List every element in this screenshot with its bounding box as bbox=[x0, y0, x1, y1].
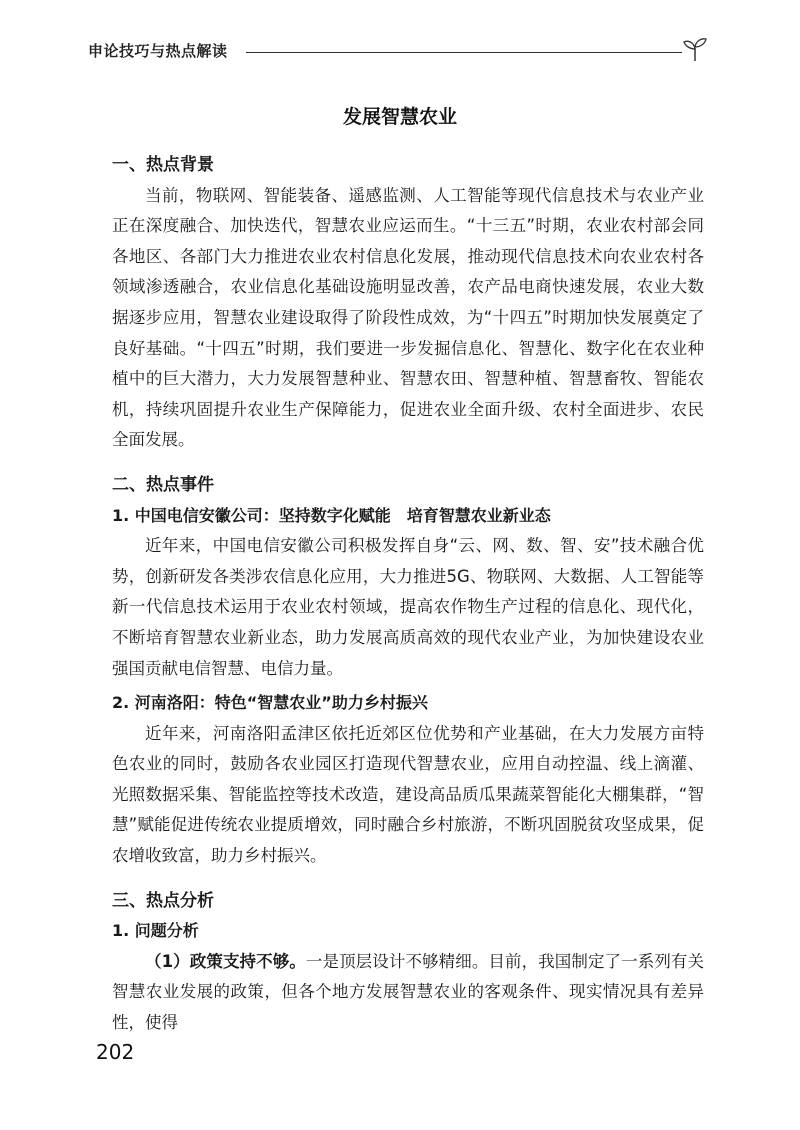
analysis-sub1-title: 1. 问题分析 bbox=[112, 921, 199, 941]
article-body bbox=[112, 150, 704, 1039]
analysis-item1 bbox=[112, 947, 704, 1039]
event1-paragraph: 近年来，中国电信安徽公司积极发挥自身“云、网、数、智、安”技术融合优势，创新研发各类涉农信息化应用，大力推进5G、物联网、大数据、人工智能等新一代信息技术运用于农业农村领域，提高农作物生产过程的信息化、现代化，不断培育智慧农业新业态，助力发展高质高效的现代农业产业，为加快建设农业强国贡献电信智慧、电信力量。 bbox=[112, 536, 704, 678]
event1-title: 1. 中国电信安徽公司：坚持数字化赋能 培育智慧农业新业态 bbox=[112, 505, 551, 525]
analysis-item1-lead: （1）政策支持不够。 bbox=[145, 951, 306, 971]
analysis-item1-text: 一是顶层设计不够精细。目前，我国制定了一系列有关智慧农业发展的政策，但各个地方发展智慧农业的客观条件、现实情况具有差异性，使得 bbox=[112, 951, 705, 1033]
section-heading-analysis: 三、热点分析 bbox=[112, 890, 214, 911]
background-paragraph: 当前，物联网、智能装备、遥感监测、人工智能等现代信息技术与农业产业正在深度融合、加快迭代，智慧农业应运而生。“十三五”时期，农业农村部会同各地区、各部门大力推进农业农村信息化发展，推动现代信息技术向农业农村各领域渗透融合，农业信息化基础设施明显改善，农产品电商快速发展，农业大数据逐步应用，智慧农业建设取得了阶段性成效，为“十四五”时期加快发展奠定了良好基础。“十四五”时期，我们要进一步发掘信息化、智慧化、数字化在农业种植中的巨大潜力，大力发展智慧种业、智慧农田、智慧种植、智慧畜牧、智能农机，持续巩固提升农业生产保障能力，促进农业全面升级、农村全面进步、农民全面发展。 bbox=[112, 185, 704, 450]
page-number: 202 bbox=[96, 1040, 135, 1064]
section-heading-events: 二、热点事件 bbox=[112, 474, 214, 495]
page-title: 发展智慧农业 bbox=[342, 106, 457, 128]
header-rule bbox=[246, 52, 682, 53]
event2-title: 2. 河南洛阳：特色“智慧农业”助力乡村振兴 bbox=[112, 693, 428, 713]
section-heading-background: 一、热点背景 bbox=[112, 155, 214, 175]
sprout-icon bbox=[682, 36, 708, 62]
event2-paragraph: 近年来，河南洛阳孟津区依托近郊区位优势和产业基础，在大力发展方亩特色农业的同时，鼓励各农业园区打造现代智慧农业，应用自动控温、线上滴灌、光照数据采集、智能监控等技术改造，建设高品质瓜果蔬菜智能化大棚集群，“智慧”赋能促进传统农业提质增效，同时融合乡村旅游，不断巩固脱贫攻坚成果，促农增收致富，助力乡村振兴。 bbox=[112, 723, 704, 866]
running-header bbox=[88, 36, 708, 66]
header-title: 申论技巧与热点解读 bbox=[88, 42, 228, 60]
